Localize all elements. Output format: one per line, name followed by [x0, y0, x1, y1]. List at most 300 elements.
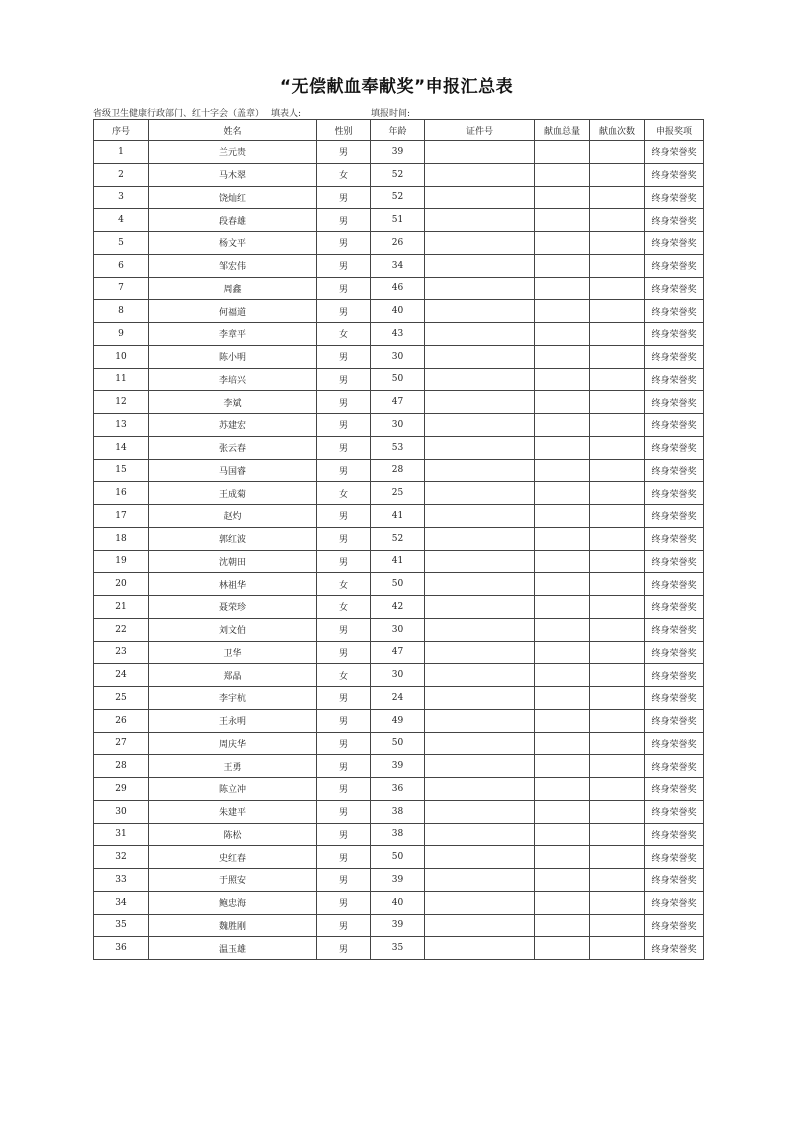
cell-number: 25 — [94, 687, 149, 710]
cell-donation-total — [535, 459, 590, 482]
cell-donation-count — [590, 163, 645, 186]
cell-age: 50 — [371, 573, 425, 596]
cell-id-number — [425, 641, 535, 664]
cell-name: 鲍忠海 — [149, 891, 317, 914]
table-row — [94, 891, 704, 914]
cell-number: 21 — [94, 596, 149, 619]
cell-donation-total — [535, 755, 590, 778]
cell-award: 终身荣誉奖 — [645, 732, 704, 755]
cell-age: 35 — [371, 937, 425, 960]
table-row — [94, 209, 704, 232]
table-row — [94, 846, 704, 869]
cell-gender: 女 — [317, 163, 371, 186]
cell-donation-count — [590, 232, 645, 255]
cell-number: 18 — [94, 527, 149, 550]
cell-id-number — [425, 163, 535, 186]
cell-award: 终身荣誉奖 — [645, 368, 704, 391]
cell-gender: 男 — [317, 687, 371, 710]
cell-donation-total — [535, 414, 590, 437]
cell-age: 30 — [371, 345, 425, 368]
table-row — [94, 163, 704, 186]
cell-donation-total — [535, 800, 590, 823]
cell-donation-count — [590, 687, 645, 710]
cell-award: 终身荣誉奖 — [645, 232, 704, 255]
cell-award: 终身荣誉奖 — [645, 869, 704, 892]
cell-number: 11 — [94, 368, 149, 391]
table-row — [94, 641, 704, 664]
cell-number: 12 — [94, 391, 149, 414]
cell-number: 2 — [94, 163, 149, 186]
cell-award: 终身荣誉奖 — [645, 596, 704, 619]
cell-award: 终身荣誉奖 — [645, 687, 704, 710]
cell-donation-total — [535, 732, 590, 755]
cell-donation-total — [535, 573, 590, 596]
cell-id-number — [425, 141, 535, 164]
cell-award: 终身荣誉奖 — [645, 209, 704, 232]
cell-donation-count — [590, 573, 645, 596]
table-row — [94, 323, 704, 346]
cell-donation-total — [535, 391, 590, 414]
table-row — [94, 414, 704, 437]
cell-gender: 男 — [317, 186, 371, 209]
cell-name: 王永明 — [149, 709, 317, 732]
header-donation-total: 献血总量 — [535, 120, 590, 141]
cell-number: 24 — [94, 664, 149, 687]
cell-name: 张云春 — [149, 436, 317, 459]
cell-name: 杨文平 — [149, 232, 317, 255]
cell-number: 35 — [94, 914, 149, 937]
cell-gender: 男 — [317, 755, 371, 778]
cell-gender: 男 — [317, 550, 371, 573]
cell-name: 马木翠 — [149, 163, 317, 186]
cell-donation-total — [535, 914, 590, 937]
cell-name: 李培兴 — [149, 368, 317, 391]
cell-donation-count — [590, 391, 645, 414]
cell-donation-total — [535, 664, 590, 687]
cell-donation-count — [590, 914, 645, 937]
cell-donation-total — [535, 254, 590, 277]
cell-donation-total — [535, 436, 590, 459]
cell-gender: 男 — [317, 732, 371, 755]
cell-id-number — [425, 664, 535, 687]
table-row — [94, 391, 704, 414]
cell-award: 终身荣誉奖 — [645, 414, 704, 437]
cell-age: 30 — [371, 664, 425, 687]
cell-id-number — [425, 573, 535, 596]
cell-award: 终身荣誉奖 — [645, 436, 704, 459]
cell-gender: 男 — [317, 505, 371, 528]
cell-donation-count — [590, 664, 645, 687]
cell-name: 陈松 — [149, 823, 317, 846]
header-number: 序号 — [94, 120, 149, 141]
cell-gender: 男 — [317, 209, 371, 232]
header-name: 姓名 — [149, 120, 317, 141]
cell-gender: 女 — [317, 664, 371, 687]
header-donation-count: 献血次数 — [590, 120, 645, 141]
cell-id-number — [425, 550, 535, 573]
cell-gender: 男 — [317, 778, 371, 801]
cell-award: 终身荣誉奖 — [645, 141, 704, 164]
table-row — [94, 527, 704, 550]
cell-donation-count — [590, 209, 645, 232]
cell-donation-total — [535, 300, 590, 323]
cell-number: 15 — [94, 459, 149, 482]
cell-age: 40 — [371, 891, 425, 914]
cell-gender: 男 — [317, 618, 371, 641]
cell-donation-count — [590, 277, 645, 300]
header-age: 年龄 — [371, 120, 425, 141]
cell-donation-count — [590, 800, 645, 823]
cell-donation-total — [535, 687, 590, 710]
table-row — [94, 186, 704, 209]
header-id-number: 证件号 — [425, 120, 535, 141]
cell-gender: 男 — [317, 368, 371, 391]
fill-time-label: 填报时间: — [371, 109, 411, 119]
cell-donation-count — [590, 732, 645, 755]
cell-id-number — [425, 186, 535, 209]
cell-id-number — [425, 778, 535, 801]
cell-donation-count — [590, 550, 645, 573]
cell-name: 饶灿红 — [149, 186, 317, 209]
cell-gender: 男 — [317, 277, 371, 300]
cell-age: 30 — [371, 618, 425, 641]
table-row — [94, 778, 704, 801]
cell-donation-total — [535, 596, 590, 619]
cell-donation-total — [535, 550, 590, 573]
cell-donation-total — [535, 277, 590, 300]
cell-gender: 男 — [317, 391, 371, 414]
cell-age: 43 — [371, 323, 425, 346]
cell-name: 周鑫 — [149, 277, 317, 300]
cell-name: 温玉雄 — [149, 937, 317, 960]
cell-gender: 男 — [317, 891, 371, 914]
cell-id-number — [425, 823, 535, 846]
summary-table — [93, 119, 704, 960]
organization-label: 省级卫生健康行政部门、红十字会（盖章） — [93, 109, 265, 119]
cell-age: 26 — [371, 232, 425, 255]
cell-age: 52 — [371, 163, 425, 186]
cell-name: 王勇 — [149, 755, 317, 778]
cell-gender: 男 — [317, 345, 371, 368]
cell-award: 终身荣誉奖 — [645, 709, 704, 732]
table-row — [94, 232, 704, 255]
cell-number: 6 — [94, 254, 149, 277]
cell-id-number — [425, 755, 535, 778]
cell-name: 王成菊 — [149, 482, 317, 505]
cell-age: 24 — [371, 687, 425, 710]
cell-number: 10 — [94, 345, 149, 368]
cell-donation-total — [535, 368, 590, 391]
cell-age: 40 — [371, 300, 425, 323]
cell-award: 终身荣誉奖 — [645, 391, 704, 414]
cell-award: 终身荣誉奖 — [645, 846, 704, 869]
filler-label: 填表人: — [271, 109, 302, 119]
table-row — [94, 482, 704, 505]
cell-award: 终身荣誉奖 — [645, 778, 704, 801]
cell-id-number — [425, 209, 535, 232]
cell-award: 终身荣誉奖 — [645, 277, 704, 300]
cell-id-number — [425, 323, 535, 346]
cell-name: 卫华 — [149, 641, 317, 664]
cell-age: 38 — [371, 823, 425, 846]
form-subheader — [93, 106, 703, 120]
cell-award: 终身荣誉奖 — [645, 914, 704, 937]
cell-gender: 男 — [317, 709, 371, 732]
cell-name: 林祖华 — [149, 573, 317, 596]
cell-number: 28 — [94, 755, 149, 778]
table-row — [94, 277, 704, 300]
table-row — [94, 550, 704, 573]
cell-donation-total — [535, 482, 590, 505]
cell-id-number — [425, 459, 535, 482]
cell-id-number — [425, 232, 535, 255]
table-row — [94, 459, 704, 482]
cell-age: 51 — [371, 209, 425, 232]
table-row — [94, 596, 704, 619]
cell-number: 23 — [94, 641, 149, 664]
table-row — [94, 709, 704, 732]
cell-gender: 男 — [317, 141, 371, 164]
cell-gender: 男 — [317, 823, 371, 846]
table-row — [94, 664, 704, 687]
cell-age: 41 — [371, 550, 425, 573]
cell-number: 4 — [94, 209, 149, 232]
cell-donation-count — [590, 755, 645, 778]
cell-award: 终身荣誉奖 — [645, 618, 704, 641]
cell-number: 20 — [94, 573, 149, 596]
cell-donation-count — [590, 414, 645, 437]
cell-name: 魏胜刚 — [149, 914, 317, 937]
cell-award: 终身荣誉奖 — [645, 800, 704, 823]
cell-donation-count — [590, 323, 645, 346]
cell-age: 38 — [371, 800, 425, 823]
header-award: 申报奖项 — [645, 120, 704, 141]
cell-id-number — [425, 482, 535, 505]
table-header — [94, 120, 704, 141]
cell-award: 终身荣誉奖 — [645, 823, 704, 846]
cell-age: 30 — [371, 414, 425, 437]
cell-donation-total — [535, 505, 590, 528]
cell-number: 14 — [94, 436, 149, 459]
cell-id-number — [425, 732, 535, 755]
cell-number: 22 — [94, 618, 149, 641]
cell-donation-count — [590, 641, 645, 664]
cell-number: 19 — [94, 550, 149, 573]
cell-number: 9 — [94, 323, 149, 346]
cell-name: 何福道 — [149, 300, 317, 323]
cell-name: 兰元贵 — [149, 141, 317, 164]
cell-name: 李斌 — [149, 391, 317, 414]
cell-donation-total — [535, 823, 590, 846]
cell-award: 终身荣誉奖 — [645, 459, 704, 482]
cell-donation-total — [535, 527, 590, 550]
cell-award: 终身荣誉奖 — [645, 345, 704, 368]
cell-donation-total — [535, 869, 590, 892]
cell-gender: 男 — [317, 254, 371, 277]
cell-age: 49 — [371, 709, 425, 732]
cell-number: 5 — [94, 232, 149, 255]
cell-number: 26 — [94, 709, 149, 732]
cell-award: 终身荣誉奖 — [645, 254, 704, 277]
cell-number: 13 — [94, 414, 149, 437]
cell-donation-count — [590, 823, 645, 846]
table-row — [94, 914, 704, 937]
cell-donation-count — [590, 141, 645, 164]
table-row — [94, 345, 704, 368]
cell-award: 终身荣誉奖 — [645, 186, 704, 209]
cell-id-number — [425, 391, 535, 414]
cell-name: 郭红波 — [149, 527, 317, 550]
cell-award: 终身荣誉奖 — [645, 323, 704, 346]
cell-gender: 女 — [317, 573, 371, 596]
cell-donation-total — [535, 891, 590, 914]
cell-age: 39 — [371, 914, 425, 937]
cell-award: 终身荣誉奖 — [645, 527, 704, 550]
cell-age: 53 — [371, 436, 425, 459]
cell-number: 32 — [94, 846, 149, 869]
cell-award: 终身荣誉奖 — [645, 664, 704, 687]
cell-name: 李宇杭 — [149, 687, 317, 710]
table-body — [94, 141, 704, 960]
cell-donation-count — [590, 459, 645, 482]
cell-donation-total — [535, 232, 590, 255]
table-row — [94, 937, 704, 960]
cell-number: 8 — [94, 300, 149, 323]
cell-age: 39 — [371, 869, 425, 892]
cell-gender: 男 — [317, 846, 371, 869]
cell-id-number — [425, 368, 535, 391]
cell-number: 17 — [94, 505, 149, 528]
cell-donation-count — [590, 254, 645, 277]
cell-name: 于照安 — [149, 869, 317, 892]
cell-number: 36 — [94, 937, 149, 960]
cell-id-number — [425, 527, 535, 550]
table-row — [94, 300, 704, 323]
cell-age: 39 — [371, 755, 425, 778]
cell-id-number — [425, 937, 535, 960]
cell-gender: 男 — [317, 232, 371, 255]
cell-age: 52 — [371, 186, 425, 209]
cell-name: 李章平 — [149, 323, 317, 346]
cell-award: 终身荣誉奖 — [645, 641, 704, 664]
cell-name: 陈立冲 — [149, 778, 317, 801]
cell-gender: 男 — [317, 641, 371, 664]
cell-award: 终身荣誉奖 — [645, 300, 704, 323]
cell-number: 3 — [94, 186, 149, 209]
cell-gender: 女 — [317, 323, 371, 346]
cell-donation-total — [535, 709, 590, 732]
cell-donation-total — [535, 345, 590, 368]
cell-name: 聂荣珍 — [149, 596, 317, 619]
cell-donation-count — [590, 482, 645, 505]
cell-donation-total — [535, 846, 590, 869]
cell-number: 31 — [94, 823, 149, 846]
cell-age: 42 — [371, 596, 425, 619]
cell-id-number — [425, 596, 535, 619]
page-title: “无偿献血奉献奖”申报汇总表 — [279, 77, 514, 97]
table-row — [94, 687, 704, 710]
header-row — [94, 120, 704, 141]
cell-donation-total — [535, 163, 590, 186]
cell-id-number — [425, 800, 535, 823]
cell-gender: 男 — [317, 527, 371, 550]
cell-age: 47 — [371, 641, 425, 664]
cell-gender: 女 — [317, 482, 371, 505]
cell-id-number — [425, 618, 535, 641]
cell-number: 7 — [94, 277, 149, 300]
cell-award: 终身荣誉奖 — [645, 550, 704, 573]
cell-age: 39 — [371, 141, 425, 164]
cell-id-number — [425, 869, 535, 892]
cell-donation-count — [590, 505, 645, 528]
cell-donation-count — [590, 937, 645, 960]
table-row — [94, 573, 704, 596]
cell-award: 终身荣誉奖 — [645, 482, 704, 505]
cell-donation-total — [535, 937, 590, 960]
cell-award: 终身荣誉奖 — [645, 573, 704, 596]
cell-name: 马国睿 — [149, 459, 317, 482]
header-gender: 性别 — [317, 120, 371, 141]
cell-age: 50 — [371, 846, 425, 869]
cell-id-number — [425, 505, 535, 528]
table-row — [94, 869, 704, 892]
cell-id-number — [425, 414, 535, 437]
cell-donation-total — [535, 186, 590, 209]
cell-name: 周庆华 — [149, 732, 317, 755]
cell-id-number — [425, 709, 535, 732]
cell-award: 终身荣誉奖 — [645, 937, 704, 960]
cell-gender: 男 — [317, 300, 371, 323]
cell-donation-count — [590, 709, 645, 732]
cell-age: 52 — [371, 527, 425, 550]
table-row — [94, 618, 704, 641]
cell-gender: 男 — [317, 869, 371, 892]
cell-age: 34 — [371, 254, 425, 277]
cell-number: 27 — [94, 732, 149, 755]
cell-number: 16 — [94, 482, 149, 505]
cell-number: 34 — [94, 891, 149, 914]
cell-award: 终身荣誉奖 — [645, 505, 704, 528]
cell-name: 郑晶 — [149, 664, 317, 687]
cell-gender: 男 — [317, 914, 371, 937]
table-row — [94, 436, 704, 459]
cell-donation-count — [590, 846, 645, 869]
cell-donation-count — [590, 869, 645, 892]
table-row — [94, 254, 704, 277]
cell-name: 陈小明 — [149, 345, 317, 368]
cell-donation-count — [590, 527, 645, 550]
cell-name: 赵灼 — [149, 505, 317, 528]
cell-age: 28 — [371, 459, 425, 482]
cell-donation-count — [590, 891, 645, 914]
cell-name: 沈朝田 — [149, 550, 317, 573]
cell-id-number — [425, 254, 535, 277]
cell-age: 36 — [371, 778, 425, 801]
cell-gender: 女 — [317, 596, 371, 619]
cell-gender: 男 — [317, 937, 371, 960]
cell-donation-count — [590, 618, 645, 641]
cell-donation-total — [535, 323, 590, 346]
cell-age: 47 — [371, 391, 425, 414]
cell-gender: 男 — [317, 436, 371, 459]
cell-id-number — [425, 436, 535, 459]
cell-number: 29 — [94, 778, 149, 801]
cell-age: 25 — [371, 482, 425, 505]
cell-award: 终身荣誉奖 — [645, 163, 704, 186]
cell-donation-total — [535, 141, 590, 164]
cell-name: 段春雄 — [149, 209, 317, 232]
cell-donation-count — [590, 778, 645, 801]
